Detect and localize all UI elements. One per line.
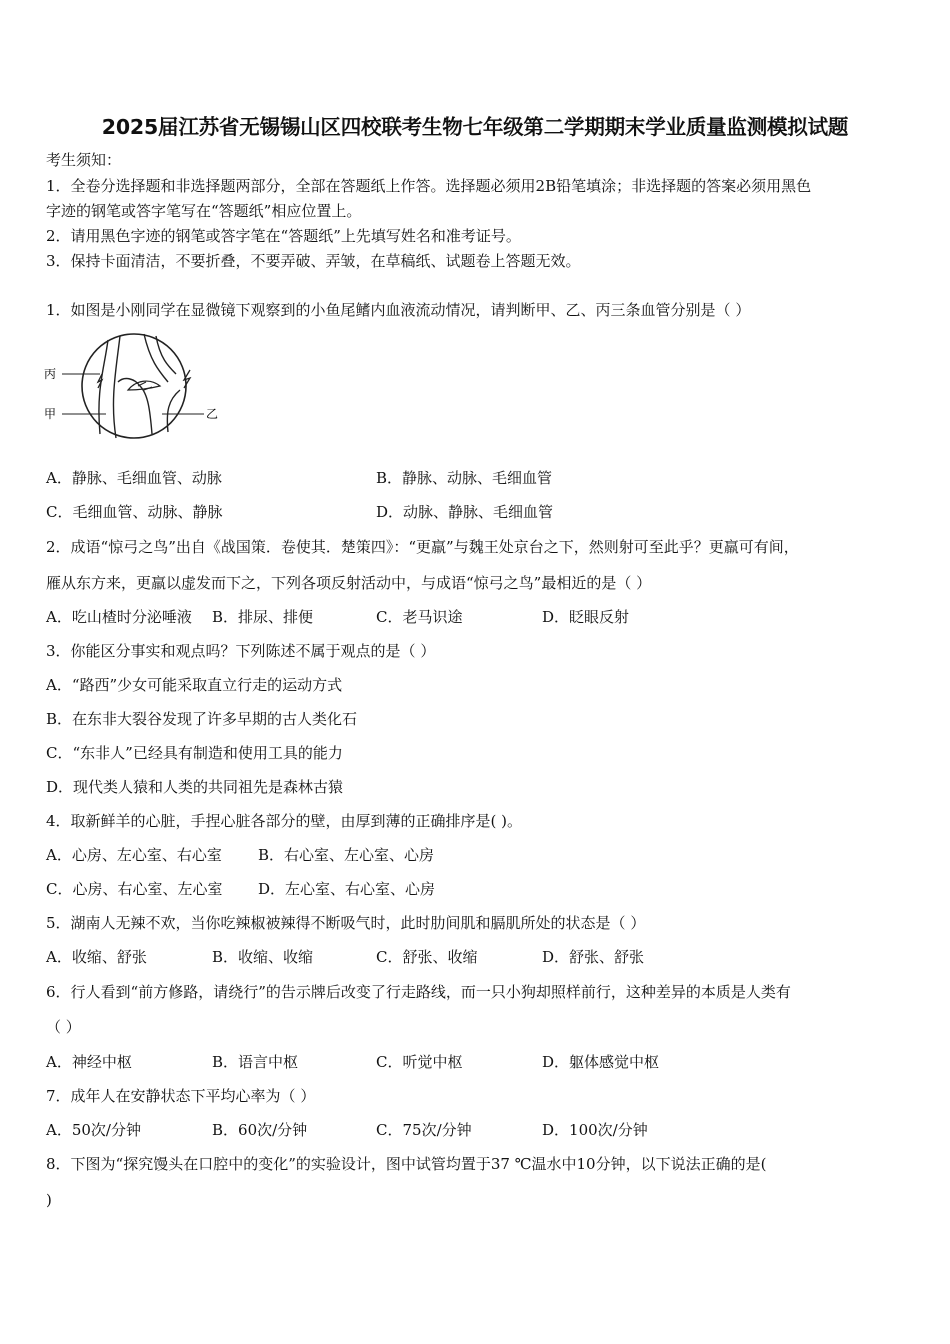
q5-stem: 5．湖南人无辣不欢，当你吃辣椒被辣得不断吸气时，此时肋间肌和膈肌所处的状态是（ ）: [46, 914, 646, 932]
q2-option-d[interactable]: D．眨眼反射: [542, 608, 630, 626]
q6-option-b[interactable]: B．语言中枢: [212, 1053, 299, 1071]
q5-option-c[interactable]: C．舒张、收缩: [376, 948, 478, 966]
q7-option-b[interactable]: B．60次/分钟: [212, 1121, 308, 1139]
q2-stem-line2: 雁从东方来，更羸以虚发而下之，下列各项反射活动中，与成语“惊弓之鸟”最相近的是（ ）: [46, 574, 652, 592]
label-jia: 甲: [44, 407, 57, 421]
q7-option-c[interactable]: C．75次/分钟: [376, 1121, 472, 1139]
q8-stem-line1: 8．下图为“探究馒头在口腔中的变化”的实验设计，图中试管均置于37 ℃温水中10分钟，以下说法正确的是(: [46, 1155, 767, 1173]
q3-option-c[interactable]: C．“东非人”已经具有制造和使用工具的能力: [46, 744, 343, 762]
q6-option-d[interactable]: D．躯体感觉中枢: [542, 1053, 660, 1071]
q5-option-d[interactable]: D．舒张、舒张: [542, 948, 645, 966]
q2-option-a[interactable]: A．吃山楂时分泌唾液: [46, 608, 192, 626]
notice-line: 字迹的钢笔或答字笔写在“答题纸”相应位置上。: [46, 202, 362, 220]
page-title: 2025届江苏省无锡锡山区四校联考生物七年级第二学期期末学业质量监测模拟试题: [101, 115, 849, 139]
q6-stem-line2: （ ）: [46, 1018, 81, 1036]
q3-option-b[interactable]: B．在东非大裂谷发现了许多早期的古人类化石: [46, 710, 358, 728]
q1-option-d[interactable]: D．动脉、静脉、毛细血管: [376, 503, 554, 521]
q1-stem: 1．如图是小刚同学在显微镜下观察到的小鱼尾鳍内血液流动情况，请判断甲、乙、丙三条血管分别是（ ）: [46, 301, 751, 319]
q3-option-a[interactable]: A．“路西”少女可能采取直立行走的运动方式: [46, 676, 343, 694]
notice-line: 2．请用黑色字迹的钢笔或答字笔在“答题纸”上先填写姓名和准考证号。: [46, 227, 521, 245]
q8-stem-line2: ): [46, 1191, 52, 1209]
microscope-field: [82, 334, 186, 438]
q4-option-d[interactable]: D．左心室、右心室、心房: [258, 880, 436, 898]
fish-tail-blood-vessel-figure: [40, 330, 220, 440]
q2-stem-line1: 2．成语“惊弓之鸟”出自《战国策．卷使其．楚策四》：“更羸”与魏王处京台之下，然则射可至此乎？更羸可有间，: [46, 538, 799, 556]
q4-stem: 4．取新鲜羊的心脏，手捏心脏各部分的壁，由厚到薄的正确排序是( )。: [46, 812, 523, 830]
q6-option-c[interactable]: C．听觉中枢: [376, 1053, 463, 1071]
q6-stem-line1: 6．行人看到“前方修路，请绕行”的告示牌后改变了行走路线，而一只小狗却照样前行，这种差异的本质是人类有: [46, 983, 791, 1001]
q1-option-c[interactable]: C．毛细血管、动脉、静脉: [46, 503, 223, 521]
q7-option-d[interactable]: D．100次/分钟: [542, 1121, 648, 1139]
q2-option-b[interactable]: B．排尿、排便: [212, 608, 314, 626]
label-yi: 乙: [206, 407, 219, 421]
q7-option-a[interactable]: A．50次/分钟: [46, 1121, 141, 1139]
q4-option-a[interactable]: A．心房、左心室、右心室: [46, 846, 222, 864]
q5-option-a[interactable]: A．收缩、舒张: [46, 948, 147, 966]
q2-option-c[interactable]: C．老马识途: [376, 608, 463, 626]
notice-heading: 考生须知：: [46, 151, 122, 169]
q4-option-b[interactable]: B．右心室、左心室、心房: [258, 846, 435, 864]
q4-option-c[interactable]: C．心房、右心室、左心室: [46, 880, 223, 898]
notice-line: 3．保持卡面清洁，不要折叠，不要弄破、弄皱，在草稿纸、试题卷上答题无效。: [46, 252, 581, 270]
q1-option-b[interactable]: B．静脉、动脉、毛细血管: [376, 469, 553, 487]
notice-line: 1．全卷分选择题和非选择题两部分，全部在答题纸上作答。选择题必须用2B铅笔填涂；非选择题的答案必须用黑色: [46, 177, 812, 195]
q1-option-a[interactable]: A．静脉、毛细血管、动脉: [46, 469, 222, 487]
q7-stem: 7．成年人在安静状态下平均心率为（ ）: [46, 1087, 316, 1105]
q6-option-a[interactable]: A．神经中枢: [46, 1053, 132, 1071]
q3-stem: 3．你能区分事实和观点吗？下列陈述不属于观点的是（ ）: [46, 642, 436, 660]
q3-option-d[interactable]: D．现代类人猿和人类的共同祖先是森林古猿: [46, 778, 344, 796]
label-bing: 丙: [44, 367, 57, 381]
q5-option-b[interactable]: B．收缩、收缩: [212, 948, 314, 966]
